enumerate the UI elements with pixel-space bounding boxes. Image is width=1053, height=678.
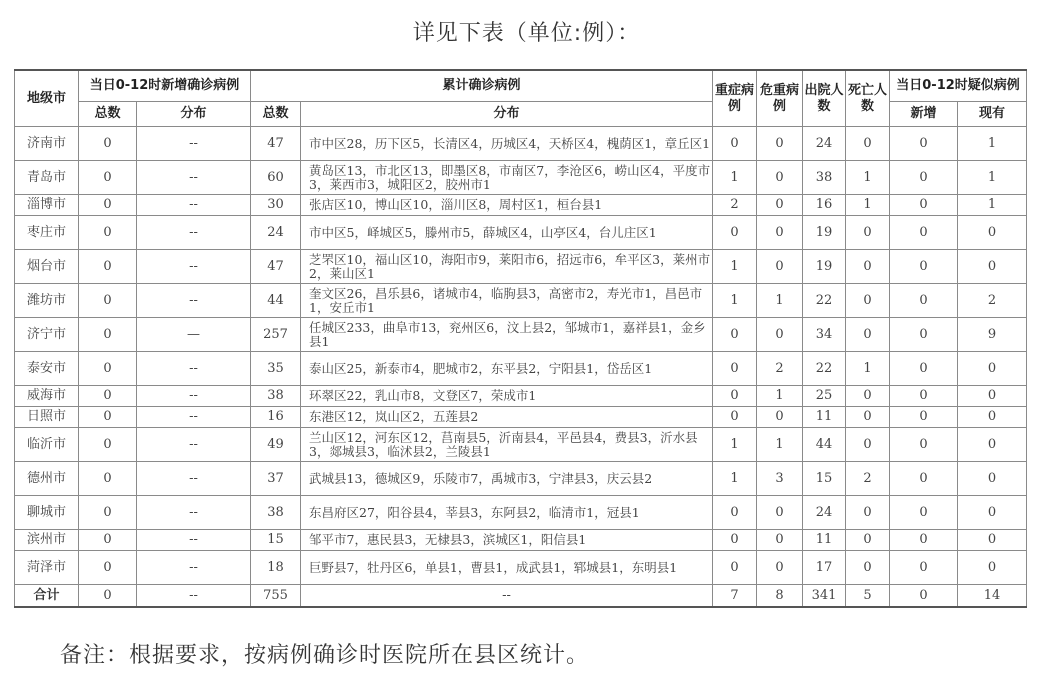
- suspect-new-count: 0: [890, 284, 958, 318]
- discharged-count: 16: [803, 195, 846, 216]
- table-row: [15, 462, 1027, 496]
- cum-distribution: 芝罘区10，福山区10，海阳市9，莱阳市6，招远市6，牟平区3，莱州市2，莱山区1: [301, 250, 713, 284]
- cum-total: 30: [251, 195, 301, 216]
- new-total: 0: [79, 496, 137, 530]
- new-distribution: --: [137, 496, 251, 530]
- header-suspect-group: 当日0-12时疑似病例: [890, 70, 1027, 102]
- severe-count: 1: [713, 161, 757, 195]
- cum-distribution: 任城区233，曲阜市13，兖州区6，汶上县2，邹城市1，嘉祥县1，金乡县1: [301, 318, 713, 352]
- table-row: [15, 407, 1027, 428]
- severe-count: 0: [713, 352, 757, 386]
- cum-distribution: 武城县13，德城区9，乐陵市7，禹城市3，宁津县3，庆云县2: [301, 462, 713, 496]
- suspect-current-count: 0: [958, 250, 1027, 284]
- suspect-current-count: 0: [958, 428, 1027, 462]
- suspect-current-count: 0: [958, 462, 1027, 496]
- cum-distribution: 兰山区12，河东区12，莒南县5，沂南县4，平邑县4，费县3，沂水县3，郯城县3，临沭县2，兰陵县1: [301, 428, 713, 462]
- severe-count: 0: [713, 551, 757, 585]
- suspect-new-count: 0: [890, 318, 958, 352]
- new-total: 0: [79, 407, 137, 428]
- suspect-new-count: 0: [890, 161, 958, 195]
- death-count: 0: [846, 428, 890, 462]
- new-total: 0: [79, 161, 137, 195]
- suspect-current-count: 0: [958, 407, 1027, 428]
- cum-total: 16: [251, 407, 301, 428]
- suspect-current-count: 1: [958, 161, 1027, 195]
- critical-count: 0: [757, 216, 803, 250]
- cum-total: 60: [251, 161, 301, 195]
- discharged-count: 34: [803, 318, 846, 352]
- total-discharged: 341: [803, 585, 846, 608]
- death-count: 0: [846, 318, 890, 352]
- new-distribution: --: [137, 407, 251, 428]
- header-discharged: 出院人数: [803, 70, 846, 127]
- new-total: 0: [79, 284, 137, 318]
- new-total: 0: [79, 352, 137, 386]
- new-distribution: --: [137, 284, 251, 318]
- discharged-count: 11: [803, 407, 846, 428]
- cum-total: 47: [251, 250, 301, 284]
- cum-total: 35: [251, 352, 301, 386]
- death-count: 0: [846, 216, 890, 250]
- severe-count: 0: [713, 386, 757, 407]
- suspect-current-count: 9: [958, 318, 1027, 352]
- table-row: [15, 530, 1027, 551]
- new-distribution: --: [137, 530, 251, 551]
- page-title: 详见下表（单位:例）：: [412, 21, 641, 46]
- critical-count: 0: [757, 127, 803, 161]
- severe-count: 0: [713, 530, 757, 551]
- city-name: 德州市: [15, 462, 79, 496]
- table-row: [15, 352, 1027, 386]
- death-count: 1: [846, 195, 890, 216]
- critical-count: 0: [757, 530, 803, 551]
- cum-distribution: 奎文区26，昌乐县6，诸城市4，临朐县3，高密市2，寿光市1，昌邑市1，安丘市1: [301, 284, 713, 318]
- suspect-current-count: 0: [958, 551, 1027, 585]
- critical-count: 0: [757, 496, 803, 530]
- severe-count: 0: [713, 496, 757, 530]
- suspect-new-count: 0: [890, 428, 958, 462]
- city-name: 济宁市: [15, 318, 79, 352]
- cum-total: 257: [251, 318, 301, 352]
- new-total: 0: [79, 216, 137, 250]
- city-name: 枣庄市: [15, 216, 79, 250]
- city-name: 聊城市: [15, 496, 79, 530]
- critical-count: 0: [757, 161, 803, 195]
- table-row: [15, 551, 1027, 585]
- header-cum-total: 总数: [251, 102, 301, 127]
- severe-count: 1: [713, 284, 757, 318]
- cum-distribution: 市中区5，峄城区5，滕州市5，薛城区4，山亭区4，台儿庄区1: [301, 216, 713, 250]
- table-row: [15, 216, 1027, 250]
- header-deaths: 死亡人数: [846, 70, 890, 127]
- cum-total: 47: [251, 127, 301, 161]
- table-row: [15, 428, 1027, 462]
- severe-count: 0: [713, 318, 757, 352]
- death-count: 0: [846, 250, 890, 284]
- city-name: 临沂市: [15, 428, 79, 462]
- new-total: 0: [79, 195, 137, 216]
- cum-total: 49: [251, 428, 301, 462]
- table-row: [15, 386, 1027, 407]
- cum-total: 15: [251, 530, 301, 551]
- new-distribution: --: [137, 352, 251, 386]
- cum-total: 44: [251, 284, 301, 318]
- table-row: [15, 195, 1027, 216]
- total-suspect-new: 0: [890, 585, 958, 608]
- table-row: [15, 496, 1027, 530]
- total-label: 合计: [15, 585, 79, 608]
- severe-count: 0: [713, 216, 757, 250]
- suspect-new-count: 0: [890, 462, 958, 496]
- death-count: 2: [846, 462, 890, 496]
- critical-count: 3: [757, 462, 803, 496]
- new-total: 0: [79, 530, 137, 551]
- header-suspect-new: 新增: [890, 102, 958, 127]
- suspect-new-count: 0: [890, 407, 958, 428]
- suspect-current-count: 0: [958, 352, 1027, 386]
- discharged-count: 17: [803, 551, 846, 585]
- severe-count: 1: [713, 250, 757, 284]
- cum-distribution: 黄岛区13，市北区13，即墨区8，市南区7，李沧区6，崂山区4，平度市3，莱西市3，城阳区2，胶州市1: [301, 161, 713, 195]
- total-severe: 7: [713, 585, 757, 608]
- new-total: 0: [79, 551, 137, 585]
- discharged-count: 19: [803, 250, 846, 284]
- new-distribution: --: [137, 462, 251, 496]
- cum-distribution: 环翠区22，乳山市8，文登区7，荣成市1: [301, 386, 713, 407]
- header-suspect-current: 现有: [958, 102, 1027, 127]
- cum-total: 18: [251, 551, 301, 585]
- suspect-new-count: 0: [890, 195, 958, 216]
- footnote: 备注：根据要求，按病例确诊时医院所在县区统计。: [60, 643, 590, 668]
- city-name: 泰安市: [15, 352, 79, 386]
- critical-count: 0: [757, 250, 803, 284]
- critical-count: 1: [757, 386, 803, 407]
- cum-total: 24: [251, 216, 301, 250]
- city-name: 淄博市: [15, 195, 79, 216]
- city-name: 日照市: [15, 407, 79, 428]
- city-name: 烟台市: [15, 250, 79, 284]
- death-count: 0: [846, 127, 890, 161]
- death-count: 1: [846, 161, 890, 195]
- critical-count: 0: [757, 318, 803, 352]
- new-total: 0: [79, 127, 137, 161]
- table-row: [15, 250, 1027, 284]
- death-count: 1: [846, 352, 890, 386]
- covid-case-table: [14, 69, 1027, 608]
- city-name: 青岛市: [15, 161, 79, 195]
- suspect-new-count: 0: [890, 127, 958, 161]
- discharged-count: 38: [803, 161, 846, 195]
- discharged-count: 24: [803, 496, 846, 530]
- new-total: 0: [79, 250, 137, 284]
- critical-count: 0: [757, 407, 803, 428]
- city-name: 济南市: [15, 127, 79, 161]
- death-count: 0: [846, 386, 890, 407]
- new-distribution: --: [137, 428, 251, 462]
- suspect-current-count: 1: [958, 195, 1027, 216]
- new-total: 0: [79, 462, 137, 496]
- header-cum-distribution: 分布: [301, 102, 713, 127]
- header-new-distribution: 分布: [137, 102, 251, 127]
- table-total-row: [15, 585, 1027, 608]
- severe-count: 1: [713, 428, 757, 462]
- discharged-count: 22: [803, 352, 846, 386]
- header-new-group: 当日0-12时新增确诊病例: [79, 70, 251, 102]
- suspect-current-count: 2: [958, 284, 1027, 318]
- suspect-new-count: 0: [890, 551, 958, 585]
- cum-total: 38: [251, 386, 301, 407]
- total-new-distribution: --: [137, 585, 251, 608]
- total-suspect-current: 14: [958, 585, 1027, 608]
- death-count: 0: [846, 530, 890, 551]
- total-cum-total: 755: [251, 585, 301, 608]
- table-row: [15, 161, 1027, 195]
- cum-distribution: 张店区10，博山区10，淄川区8，周村区1，桓台县1: [301, 195, 713, 216]
- suspect-current-count: 1: [958, 127, 1027, 161]
- total-critical: 8: [757, 585, 803, 608]
- discharged-count: 19: [803, 216, 846, 250]
- discharged-count: 25: [803, 386, 846, 407]
- discharged-count: 44: [803, 428, 846, 462]
- severe-count: 0: [713, 127, 757, 161]
- critical-count: 0: [757, 195, 803, 216]
- discharged-count: 15: [803, 462, 846, 496]
- cum-total: 38: [251, 496, 301, 530]
- suspect-new-count: 0: [890, 352, 958, 386]
- suspect-new-count: 0: [890, 530, 958, 551]
- suspect-new-count: 0: [890, 250, 958, 284]
- death-count: 0: [846, 496, 890, 530]
- new-total: 0: [79, 318, 137, 352]
- new-distribution: --: [137, 161, 251, 195]
- new-distribution: --: [137, 195, 251, 216]
- critical-count: 1: [757, 428, 803, 462]
- total-cum-distribution: --: [301, 585, 713, 608]
- suspect-new-count: 0: [890, 216, 958, 250]
- table-row: [15, 284, 1027, 318]
- cum-distribution: 市中区28，历下区5，长清区4，历城区4，天桥区4，槐荫区1，章丘区1: [301, 127, 713, 161]
- new-total: 0: [79, 386, 137, 407]
- critical-count: 1: [757, 284, 803, 318]
- death-count: 0: [846, 551, 890, 585]
- suspect-current-count: 0: [958, 216, 1027, 250]
- city-name: 滨州市: [15, 530, 79, 551]
- new-distribution: --: [137, 386, 251, 407]
- header-region: 地级市: [15, 70, 79, 127]
- new-distribution: --: [137, 127, 251, 161]
- city-name: 威海市: [15, 386, 79, 407]
- cum-distribution: 泰山区25，新泰市4，肥城市2，东平县2，宁阳县1，岱岳区1: [301, 352, 713, 386]
- total-deaths: 5: [846, 585, 890, 608]
- cum-distribution: 东昌府区27，阳谷县4，莘县3，东阿县2，临清市1，冠县1: [301, 496, 713, 530]
- header-critical: 危重病例: [757, 70, 803, 127]
- new-distribution: --: [137, 216, 251, 250]
- cum-total: 37: [251, 462, 301, 496]
- new-distribution: --: [137, 551, 251, 585]
- severe-count: 2: [713, 195, 757, 216]
- suspect-current-count: 0: [958, 386, 1027, 407]
- table-row: [15, 318, 1027, 352]
- city-name: 菏泽市: [15, 551, 79, 585]
- header-new-total: 总数: [79, 102, 137, 127]
- critical-count: 0: [757, 551, 803, 585]
- new-distribution: —: [137, 318, 251, 352]
- death-count: 0: [846, 284, 890, 318]
- suspect-current-count: 0: [958, 496, 1027, 530]
- suspect-current-count: 0: [958, 530, 1027, 551]
- suspect-new-count: 0: [890, 386, 958, 407]
- cum-distribution: 巨野县7，牡丹区6，单县1，曹县1，成武县1，郓城县1，东明县1: [301, 551, 713, 585]
- suspect-new-count: 0: [890, 496, 958, 530]
- discharged-count: 22: [803, 284, 846, 318]
- cum-distribution: 东港区12，岚山区2，五莲县2: [301, 407, 713, 428]
- severe-count: 1: [713, 462, 757, 496]
- new-distribution: --: [137, 250, 251, 284]
- critical-count: 2: [757, 352, 803, 386]
- table-row: [15, 127, 1027, 161]
- severe-count: 0: [713, 407, 757, 428]
- death-count: 0: [846, 407, 890, 428]
- cum-distribution: 邹平市7，惠民县3，无棣县3，滨城区1，阳信县1: [301, 530, 713, 551]
- header-cum-group: 累计确诊病例: [251, 70, 713, 102]
- new-total: 0: [79, 428, 137, 462]
- header-severe: 重症病例: [713, 70, 757, 127]
- total-new-total: 0: [79, 585, 137, 608]
- city-name: 潍坊市: [15, 284, 79, 318]
- discharged-count: 11: [803, 530, 846, 551]
- discharged-count: 24: [803, 127, 846, 161]
